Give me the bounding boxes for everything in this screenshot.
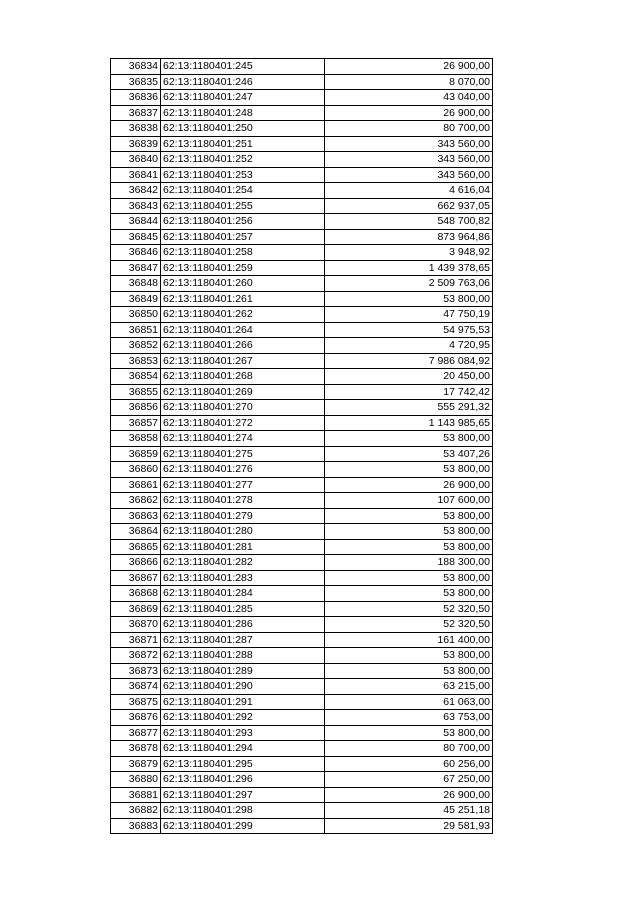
row-number-cell: 36882 bbox=[111, 803, 161, 819]
value-cell: 161 400,00 bbox=[325, 632, 493, 648]
value-cell: 548 700,82 bbox=[325, 214, 493, 230]
value-cell: 53 800,00 bbox=[325, 291, 493, 307]
value-cell: 3 948,92 bbox=[325, 245, 493, 261]
row-number-cell: 36854 bbox=[111, 369, 161, 385]
cadastral-number-cell: 62:13:1180401:264 bbox=[161, 322, 325, 338]
row-number-cell: 36867 bbox=[111, 570, 161, 586]
table-row bbox=[111, 725, 493, 741]
value-cell: 20 450,00 bbox=[325, 369, 493, 385]
row-number-cell: 36878 bbox=[111, 741, 161, 757]
cadastral-number-cell: 62:13:1180401:283 bbox=[161, 570, 325, 586]
cadastral-number-cell: 62:13:1180401:294 bbox=[161, 741, 325, 757]
table-row bbox=[111, 229, 493, 245]
table-row bbox=[111, 663, 493, 679]
value-cell: 555 291,32 bbox=[325, 400, 493, 416]
value-cell: 53 800,00 bbox=[325, 586, 493, 602]
row-number-cell: 36857 bbox=[111, 415, 161, 431]
cadastral-number-cell: 62:13:1180401:250 bbox=[161, 121, 325, 137]
cadastral-number-cell: 62:13:1180401:290 bbox=[161, 679, 325, 695]
table-row bbox=[111, 586, 493, 602]
row-number-cell: 36846 bbox=[111, 245, 161, 261]
cadastral-number-cell: 62:13:1180401:285 bbox=[161, 601, 325, 617]
table-row bbox=[111, 524, 493, 540]
table-row bbox=[111, 539, 493, 555]
table-row bbox=[111, 679, 493, 695]
value-cell: 53 800,00 bbox=[325, 462, 493, 478]
row-number-cell: 36841 bbox=[111, 167, 161, 183]
value-cell: 873 964,86 bbox=[325, 229, 493, 245]
value-cell: 53 800,00 bbox=[325, 431, 493, 447]
row-number-cell: 36856 bbox=[111, 400, 161, 416]
row-number-cell: 36851 bbox=[111, 322, 161, 338]
value-cell: 17 742,42 bbox=[325, 384, 493, 400]
cadastral-number-cell: 62:13:1180401:269 bbox=[161, 384, 325, 400]
row-number-cell: 36883 bbox=[111, 818, 161, 834]
row-number-cell: 36863 bbox=[111, 508, 161, 524]
cadastral-number-cell: 62:13:1180401:281 bbox=[161, 539, 325, 555]
value-cell: 53 800,00 bbox=[325, 570, 493, 586]
cadastral-number-cell: 62:13:1180401:261 bbox=[161, 291, 325, 307]
row-number-cell: 36872 bbox=[111, 648, 161, 664]
value-cell: 67 250,00 bbox=[325, 772, 493, 788]
value-cell: 1 439 378,65 bbox=[325, 260, 493, 276]
cadastral-number-cell: 62:13:1180401:276 bbox=[161, 462, 325, 478]
row-number-cell: 36869 bbox=[111, 601, 161, 617]
table-row bbox=[111, 803, 493, 819]
table-row bbox=[111, 431, 493, 447]
value-cell: 343 560,00 bbox=[325, 152, 493, 168]
table-row bbox=[111, 601, 493, 617]
table-row bbox=[111, 710, 493, 726]
cadastral-number-cell: 62:13:1180401:259 bbox=[161, 260, 325, 276]
row-number-cell: 36849 bbox=[111, 291, 161, 307]
value-cell: 53 800,00 bbox=[325, 663, 493, 679]
row-number-cell: 36859 bbox=[111, 446, 161, 462]
row-number-cell: 36850 bbox=[111, 307, 161, 323]
value-cell: 53 800,00 bbox=[325, 648, 493, 664]
row-number-cell: 36875 bbox=[111, 694, 161, 710]
row-number-cell: 36834 bbox=[111, 59, 161, 75]
cadastral-number-cell: 62:13:1180401:245 bbox=[161, 59, 325, 75]
value-cell: 80 700,00 bbox=[325, 741, 493, 757]
value-cell: 53 800,00 bbox=[325, 524, 493, 540]
row-number-cell: 36868 bbox=[111, 586, 161, 602]
table-body bbox=[111, 59, 493, 834]
cadastral-number-cell: 62:13:1180401:248 bbox=[161, 105, 325, 121]
cadastral-number-cell: 62:13:1180401:255 bbox=[161, 198, 325, 214]
cadastral-number-cell: 62:13:1180401:254 bbox=[161, 183, 325, 199]
table-row bbox=[111, 291, 493, 307]
row-number-cell: 36865 bbox=[111, 539, 161, 555]
value-cell: 61 063,00 bbox=[325, 694, 493, 710]
table-row bbox=[111, 59, 493, 75]
value-cell: 80 700,00 bbox=[325, 121, 493, 137]
table-row bbox=[111, 462, 493, 478]
value-cell: 53 407,26 bbox=[325, 446, 493, 462]
value-cell: 26 900,00 bbox=[325, 59, 493, 75]
row-number-cell: 36862 bbox=[111, 493, 161, 509]
cadastral-number-cell: 62:13:1180401:247 bbox=[161, 90, 325, 106]
row-number-cell: 36853 bbox=[111, 353, 161, 369]
row-number-cell: 36835 bbox=[111, 74, 161, 90]
cadastral-number-cell: 62:13:1180401:258 bbox=[161, 245, 325, 261]
table-row bbox=[111, 198, 493, 214]
row-number-cell: 36877 bbox=[111, 725, 161, 741]
value-cell: 53 800,00 bbox=[325, 725, 493, 741]
table-row bbox=[111, 214, 493, 230]
cadastral-number-cell: 62:13:1180401:267 bbox=[161, 353, 325, 369]
cadastral-number-cell: 62:13:1180401:282 bbox=[161, 555, 325, 571]
row-number-cell: 36852 bbox=[111, 338, 161, 354]
row-number-cell: 36880 bbox=[111, 772, 161, 788]
table-row bbox=[111, 338, 493, 354]
cadastral-number-cell: 62:13:1180401:266 bbox=[161, 338, 325, 354]
cadastral-number-cell: 62:13:1180401:268 bbox=[161, 369, 325, 385]
row-number-cell: 36881 bbox=[111, 787, 161, 803]
value-cell: 7 986 084,92 bbox=[325, 353, 493, 369]
value-cell: 47 750,19 bbox=[325, 307, 493, 323]
value-cell: 45 251,18 bbox=[325, 803, 493, 819]
cadastral-number-cell: 62:13:1180401:277 bbox=[161, 477, 325, 493]
cadastral-number-cell: 62:13:1180401:287 bbox=[161, 632, 325, 648]
table-row bbox=[111, 756, 493, 772]
cadastral-number-cell: 62:13:1180401:279 bbox=[161, 508, 325, 524]
row-number-cell: 36870 bbox=[111, 617, 161, 633]
value-cell: 26 900,00 bbox=[325, 105, 493, 121]
table-row bbox=[111, 384, 493, 400]
value-cell: 29 581,93 bbox=[325, 818, 493, 834]
table-row bbox=[111, 741, 493, 757]
cadastral-number-cell: 62:13:1180401:286 bbox=[161, 617, 325, 633]
table-row bbox=[111, 415, 493, 431]
table-row bbox=[111, 90, 493, 106]
row-number-cell: 36858 bbox=[111, 431, 161, 447]
row-number-cell: 36848 bbox=[111, 276, 161, 292]
table-row bbox=[111, 322, 493, 338]
value-cell: 54 975,53 bbox=[325, 322, 493, 338]
value-cell: 4 616,04 bbox=[325, 183, 493, 199]
value-cell: 343 560,00 bbox=[325, 167, 493, 183]
value-cell: 107 600,00 bbox=[325, 493, 493, 509]
table-row bbox=[111, 508, 493, 524]
value-cell: 60 256,00 bbox=[325, 756, 493, 772]
table-row bbox=[111, 617, 493, 633]
table-row bbox=[111, 74, 493, 90]
table-row bbox=[111, 818, 493, 834]
cadastral-number-cell: 62:13:1180401:253 bbox=[161, 167, 325, 183]
value-cell: 63 215,00 bbox=[325, 679, 493, 695]
value-cell: 52 320,50 bbox=[325, 601, 493, 617]
cadastral-number-cell: 62:13:1180401:246 bbox=[161, 74, 325, 90]
table-row bbox=[111, 787, 493, 803]
table-row bbox=[111, 369, 493, 385]
cadastral-number-cell: 62:13:1180401:298 bbox=[161, 803, 325, 819]
row-number-cell: 36837 bbox=[111, 105, 161, 121]
cadastral-number-cell: 62:13:1180401:288 bbox=[161, 648, 325, 664]
cadastral-number-cell: 62:13:1180401:251 bbox=[161, 136, 325, 152]
row-number-cell: 36845 bbox=[111, 229, 161, 245]
value-cell: 188 300,00 bbox=[325, 555, 493, 571]
row-number-cell: 36871 bbox=[111, 632, 161, 648]
table-row bbox=[111, 632, 493, 648]
table-row bbox=[111, 353, 493, 369]
row-number-cell: 36842 bbox=[111, 183, 161, 199]
value-cell: 662 937,05 bbox=[325, 198, 493, 214]
table-row bbox=[111, 276, 493, 292]
value-cell: 2 509 763,06 bbox=[325, 276, 493, 292]
row-number-cell: 36840 bbox=[111, 152, 161, 168]
cadastral-number-cell: 62:13:1180401:280 bbox=[161, 524, 325, 540]
cadastral-number-cell: 62:13:1180401:299 bbox=[161, 818, 325, 834]
cadastral-number-cell: 62:13:1180401:284 bbox=[161, 586, 325, 602]
value-cell: 8 070,00 bbox=[325, 74, 493, 90]
cadastral-number-cell: 62:13:1180401:291 bbox=[161, 694, 325, 710]
table-row bbox=[111, 446, 493, 462]
row-number-cell: 36874 bbox=[111, 679, 161, 695]
row-number-cell: 36864 bbox=[111, 524, 161, 540]
row-number-cell: 36843 bbox=[111, 198, 161, 214]
value-cell: 26 900,00 bbox=[325, 477, 493, 493]
value-cell: 26 900,00 bbox=[325, 787, 493, 803]
cadastral-number-cell: 62:13:1180401:252 bbox=[161, 152, 325, 168]
value-cell: 4 720,95 bbox=[325, 338, 493, 354]
row-number-cell: 36861 bbox=[111, 477, 161, 493]
row-number-cell: 36873 bbox=[111, 663, 161, 679]
cadastral-number-cell: 62:13:1180401:262 bbox=[161, 307, 325, 323]
row-number-cell: 36879 bbox=[111, 756, 161, 772]
cadastral-number-cell: 62:13:1180401:295 bbox=[161, 756, 325, 772]
value-cell: 343 560,00 bbox=[325, 136, 493, 152]
cadastral-number-cell: 62:13:1180401:274 bbox=[161, 431, 325, 447]
row-number-cell: 36844 bbox=[111, 214, 161, 230]
cadastral-number-cell: 62:13:1180401:296 bbox=[161, 772, 325, 788]
cadastral-number-cell: 62:13:1180401:293 bbox=[161, 725, 325, 741]
row-number-cell: 36876 bbox=[111, 710, 161, 726]
cadastral-number-cell: 62:13:1180401:275 bbox=[161, 446, 325, 462]
table-row bbox=[111, 307, 493, 323]
row-number-cell: 36838 bbox=[111, 121, 161, 137]
cadastral-number-cell: 62:13:1180401:289 bbox=[161, 663, 325, 679]
value-cell: 53 800,00 bbox=[325, 539, 493, 555]
table-row bbox=[111, 772, 493, 788]
row-number-cell: 36860 bbox=[111, 462, 161, 478]
row-number-cell: 36855 bbox=[111, 384, 161, 400]
row-number-cell: 36836 bbox=[111, 90, 161, 106]
table-row bbox=[111, 493, 493, 509]
row-number-cell: 36866 bbox=[111, 555, 161, 571]
cadastral-number-cell: 62:13:1180401:257 bbox=[161, 229, 325, 245]
cadastral-number-cell: 62:13:1180401:260 bbox=[161, 276, 325, 292]
cadastral-number-cell: 62:13:1180401:270 bbox=[161, 400, 325, 416]
value-cell: 43 040,00 bbox=[325, 90, 493, 106]
table-row bbox=[111, 648, 493, 664]
value-cell: 1 143 985,65 bbox=[325, 415, 493, 431]
table-row bbox=[111, 694, 493, 710]
table-row bbox=[111, 245, 493, 261]
table-row bbox=[111, 400, 493, 416]
table-row bbox=[111, 477, 493, 493]
table-row bbox=[111, 183, 493, 199]
row-number-cell: 36839 bbox=[111, 136, 161, 152]
value-cell: 52 320,50 bbox=[325, 617, 493, 633]
table-row bbox=[111, 555, 493, 571]
table-row bbox=[111, 570, 493, 586]
cadastral-number-cell: 62:13:1180401:256 bbox=[161, 214, 325, 230]
table-row bbox=[111, 136, 493, 152]
table-row bbox=[111, 121, 493, 137]
cadastral-number-cell: 62:13:1180401:278 bbox=[161, 493, 325, 509]
value-cell: 53 800,00 bbox=[325, 508, 493, 524]
cadastral-values-table bbox=[110, 58, 493, 834]
row-number-cell: 36847 bbox=[111, 260, 161, 276]
table-row bbox=[111, 152, 493, 168]
table-row bbox=[111, 260, 493, 276]
cadastral-number-cell: 62:13:1180401:272 bbox=[161, 415, 325, 431]
table-row bbox=[111, 105, 493, 121]
table-row bbox=[111, 167, 493, 183]
cadastral-number-cell: 62:13:1180401:292 bbox=[161, 710, 325, 726]
value-cell: 63 753,00 bbox=[325, 710, 493, 726]
cadastral-number-cell: 62:13:1180401:297 bbox=[161, 787, 325, 803]
